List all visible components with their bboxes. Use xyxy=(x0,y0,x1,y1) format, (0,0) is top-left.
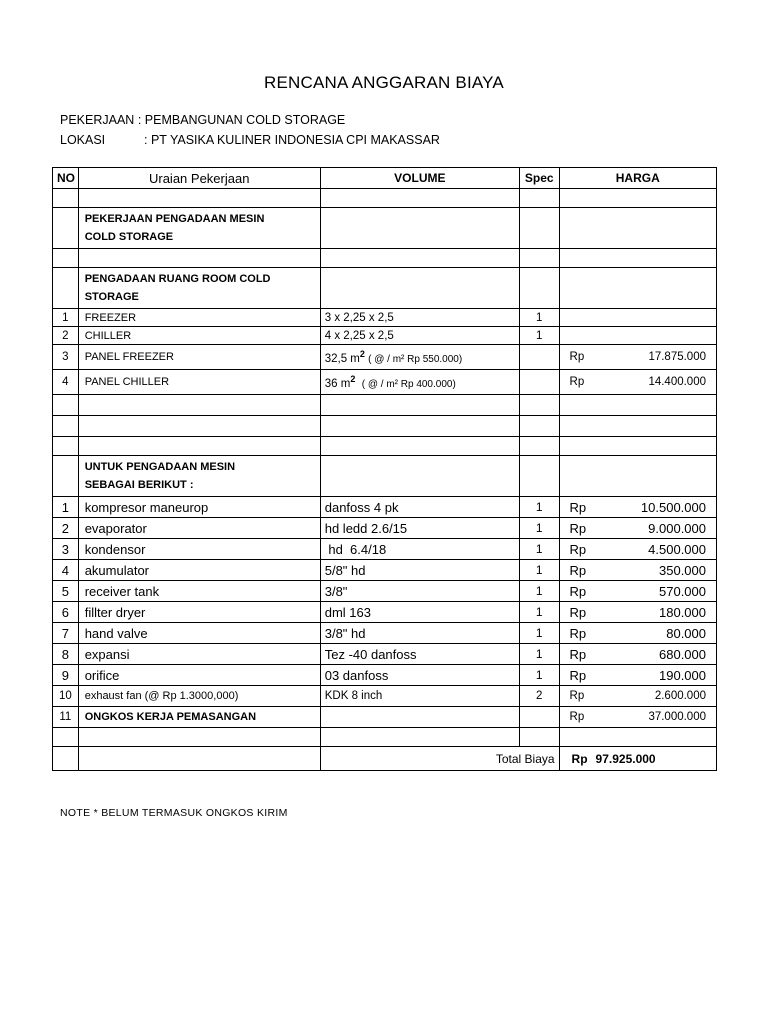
currency: Rp xyxy=(569,541,587,557)
volume-superscript: 2 xyxy=(359,349,365,360)
row-spec: 1 xyxy=(519,327,559,345)
row-uraian: FREEZER xyxy=(78,309,320,327)
blank-row xyxy=(53,395,717,416)
amount: 9.000.000 xyxy=(648,520,706,536)
section-label xyxy=(78,268,320,309)
currency: Rp xyxy=(569,499,587,515)
row-uraian: hand valve xyxy=(78,623,320,644)
row-volume: 3 x 2,25 x 2,5 xyxy=(320,309,519,327)
row-volume: 03 danfoss xyxy=(320,665,519,686)
table-row xyxy=(53,539,717,560)
row-volume: hd ledd 2.6/15 xyxy=(320,518,519,539)
currency: Rp xyxy=(571,751,588,766)
row-uraian: kompresor maneurop xyxy=(78,497,320,518)
section-label-line2: SEBAGAI BERIKUT : xyxy=(84,479,194,491)
row-harga xyxy=(559,560,716,581)
row-harga xyxy=(559,707,716,728)
pekerjaan-label: PEKERJAAN xyxy=(60,113,135,127)
row-no: 9 xyxy=(53,665,79,686)
lokasi-value: PT YASIKA KULINER INDONESIA CPI MAKASSAR xyxy=(150,133,440,147)
row-uraian: PANEL CHILLER xyxy=(78,370,320,395)
amount: 190.000 xyxy=(659,667,706,683)
row-spec: 2 xyxy=(519,686,559,707)
row-spec: 1 xyxy=(519,539,559,560)
amount: 570.000 xyxy=(659,583,706,599)
section-label-line2: COLD STORAGE xyxy=(84,231,174,243)
table-row xyxy=(53,327,717,345)
currency: Rp xyxy=(569,667,587,683)
row-spec: 1 xyxy=(519,497,559,518)
row-no: 4 xyxy=(53,370,79,395)
row-volume: Tez -40 danfoss xyxy=(320,644,519,665)
volume-note: ( @ / m² Rp 550.000) xyxy=(368,353,463,365)
amount: 350.000 xyxy=(659,562,706,578)
row-spec: 1 xyxy=(519,309,559,327)
table-row xyxy=(53,560,717,581)
row-harga xyxy=(559,370,716,395)
total-row xyxy=(53,747,717,771)
lokasi-line: LOKASI : PT YASIKA KULINER INDONESIA CPI MAKASSAR xyxy=(60,133,440,147)
row-no: 10 xyxy=(53,686,79,707)
row-spec xyxy=(519,707,559,728)
table-row xyxy=(53,518,717,539)
row-spec: 1 xyxy=(519,623,559,644)
row-no: 3 xyxy=(53,345,79,370)
lokasi-label: LOKASI xyxy=(60,133,106,147)
section-row-pengadaan-mesin-berikut xyxy=(53,456,717,497)
volume-main: 32,5 m xyxy=(324,352,360,365)
amount: 680.000 xyxy=(659,646,706,662)
currency: Rp xyxy=(569,646,587,662)
table-row xyxy=(53,497,717,518)
amount: 2.600.000 xyxy=(654,690,706,702)
row-uraian: exhaust fan (@ Rp 1.3000,000) xyxy=(78,686,320,707)
currency: Rp xyxy=(569,520,587,536)
row-spec: 1 xyxy=(519,518,559,539)
row-volume xyxy=(320,345,519,370)
table-row xyxy=(53,345,717,370)
row-uraian: kondensor xyxy=(78,539,320,560)
row-no: 6 xyxy=(53,602,79,623)
row-harga xyxy=(559,602,716,623)
row-uraian: PANEL FREEZER xyxy=(78,345,320,370)
currency: Rp xyxy=(569,351,585,363)
row-volume: 3/8" hd xyxy=(320,623,519,644)
section-label xyxy=(78,208,320,249)
row-harga xyxy=(559,623,716,644)
currency: Rp xyxy=(569,562,587,578)
amount: 4.500.000 xyxy=(648,541,706,557)
row-volume: danfoss 4 pk xyxy=(320,497,519,518)
row-harga xyxy=(559,345,716,370)
row-uraian: akumulator xyxy=(78,560,320,581)
row-no: 1 xyxy=(53,309,79,327)
row-spec: 1 xyxy=(519,560,559,581)
currency: Rp xyxy=(569,711,585,723)
row-uraian: CHILLER xyxy=(78,327,320,345)
row-spec: 1 xyxy=(519,602,559,623)
table-row xyxy=(53,686,717,707)
table-header-row xyxy=(53,168,717,189)
row-no: 8 xyxy=(53,644,79,665)
row-uraian: receiver tank xyxy=(78,581,320,602)
table-row xyxy=(53,370,717,395)
row-no: 1 xyxy=(53,497,79,518)
row-uraian: fillter dryer xyxy=(78,602,320,623)
row-volume: 5/8" hd xyxy=(320,560,519,581)
footnote: NOTE * BELUM TERMASUK ONGKOS KIRIM xyxy=(60,807,288,819)
blank-row xyxy=(53,416,717,437)
header-harga: HARGA xyxy=(559,168,716,189)
currency: Rp xyxy=(569,625,587,641)
volume-superscript: 2 xyxy=(350,374,356,385)
row-spec: 1 xyxy=(519,665,559,686)
row-uraian: ONGKOS KERJA PEMASANGAN xyxy=(78,707,320,728)
row-spec: 1 xyxy=(519,581,559,602)
blank-row xyxy=(53,728,717,747)
amount: 37.000.000 xyxy=(648,711,706,723)
header-spec: Spec xyxy=(519,168,559,189)
amount: 97.925.000 xyxy=(595,751,656,766)
volume-note: ( @ / m² Rp 400.000) xyxy=(361,378,456,390)
row-uraian: evaporator xyxy=(78,518,320,539)
row-uraian: expansi xyxy=(78,644,320,665)
row-harga xyxy=(559,644,716,665)
row-volume xyxy=(320,370,519,395)
row-harga xyxy=(559,665,716,686)
table-row xyxy=(53,623,717,644)
currency: Rp xyxy=(569,376,585,388)
table-row xyxy=(53,665,717,686)
volume-main: 36 m xyxy=(324,377,351,390)
table-row xyxy=(53,602,717,623)
header-no: NO xyxy=(53,168,79,189)
row-no: 11 xyxy=(53,707,79,728)
section-label xyxy=(78,456,320,497)
document-title: RENCANA ANGGARAN BIAYA xyxy=(264,73,504,92)
row-no: 3 xyxy=(53,539,79,560)
section-row-pengadaan-mesin xyxy=(53,208,717,249)
table-row xyxy=(53,707,717,728)
currency: Rp xyxy=(569,604,587,620)
budget-table xyxy=(52,167,717,771)
row-volume: 3/8" xyxy=(320,581,519,602)
section-label-line2: STORAGE xyxy=(84,291,139,303)
row-volume: KDK 8 inch xyxy=(320,686,519,707)
blank-row xyxy=(53,249,717,268)
amount: 14.400.000 xyxy=(648,376,706,388)
amount: 80.000 xyxy=(666,625,706,641)
row-no: 7 xyxy=(53,623,79,644)
section-label-line1: PENGADAAN RUANG ROOM COLD xyxy=(84,273,271,285)
row-no: 2 xyxy=(53,327,79,345)
header-volume: VOLUME xyxy=(320,168,519,189)
table-row xyxy=(53,644,717,665)
amount: 17.875.000 xyxy=(648,351,706,363)
row-spec: 1 xyxy=(519,644,559,665)
row-volume: 4 x 2,25 x 2,5 xyxy=(320,327,519,345)
header-uraian: Uraian Pekerjaan xyxy=(78,168,320,189)
row-harga xyxy=(559,497,716,518)
row-harga xyxy=(559,518,716,539)
currency: Rp xyxy=(569,583,587,599)
section-row-ruang-room xyxy=(53,268,717,309)
currency: Rp xyxy=(569,690,585,702)
row-volume: dml 163 xyxy=(320,602,519,623)
row-no: 2 xyxy=(53,518,79,539)
blank-row xyxy=(53,437,717,456)
row-harga xyxy=(559,539,716,560)
row-uraian: orifice xyxy=(78,665,320,686)
amount: 10.500.000 xyxy=(640,499,706,515)
row-harga xyxy=(559,686,716,707)
section-label-line1: UNTUK PENGADAAN MESIN xyxy=(84,461,236,473)
total-value xyxy=(559,747,716,771)
total-label: Total Biaya xyxy=(320,747,559,771)
row-no: 4 xyxy=(53,560,79,581)
row-no: 5 xyxy=(53,581,79,602)
pekerjaan-value: PEMBANGUNAN COLD STORAGE xyxy=(144,113,346,127)
pekerjaan-line: PEKERJAAN : PEMBANGUNAN COLD STORAGE xyxy=(60,113,346,127)
amount: 180.000 xyxy=(659,604,706,620)
blank-row xyxy=(53,189,717,208)
table-row xyxy=(53,309,717,327)
row-volume: hd 6.4/18 xyxy=(320,539,519,560)
table-row xyxy=(53,581,717,602)
section-label-line1: PEKERJAAN PENGADAAN MESIN xyxy=(84,213,265,225)
row-volume xyxy=(320,707,519,728)
row-harga xyxy=(559,581,716,602)
